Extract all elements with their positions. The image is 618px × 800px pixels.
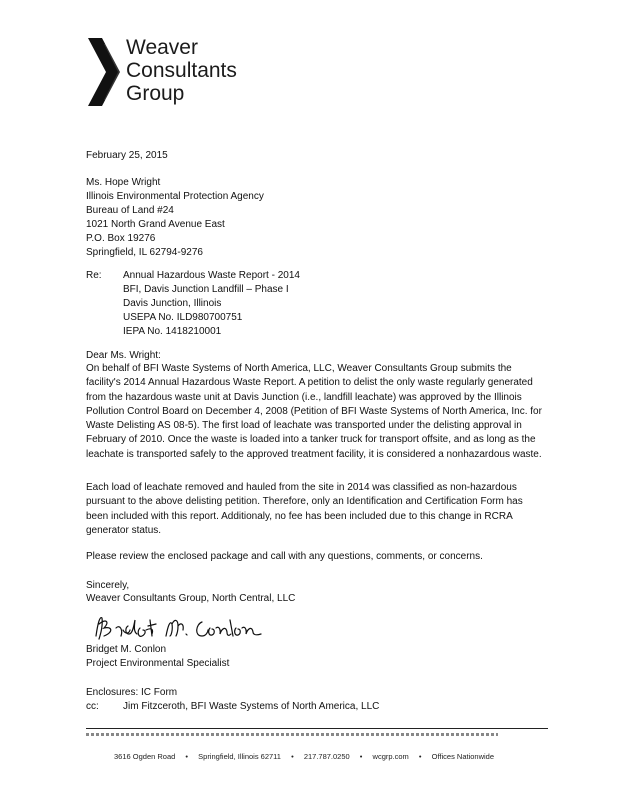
brand-name-line2: Consultants	[126, 59, 237, 82]
recipient-pobox: P.O. Box 19276	[86, 233, 156, 244]
closing: Sincerely,	[86, 580, 130, 591]
handwritten-signature	[90, 606, 270, 646]
footer-address: 3616 Ogden Road	[114, 752, 176, 761]
footer-rule	[86, 728, 548, 729]
body-paragraph-2: Each load of leachate removed and hauled from the site in 2014 was classified as non-hazardous pursuant to the above delisting petition. Therefore, only an Identification and Certification Form has been included with this report. Additionaly, no fee has been included due to this change in RCRA generator status.	[86, 482, 523, 536]
body-paragraph-1: On behalf of BFI Waste Systems of North America, LLC, Weaver Consultants Group submits the facility's 2014 Annual Hazardous Waste Report. A petition to delist the only waste regularly generated from the hazardous waste unit at Davis Junction (i.e., landfill leachate) was approved by the Illinois Pollution Control Board on December 4, 2008 (Petition of BFI Waste Systems of North America, Inc. for Waste Delisting AS 08-5). The first load of leachate was transported under the delisting approval in February of 2010. Once the waste is loaded into a tanker truck for transport offsite, and as long as the leachate is transported safely to the approved treatment facility, it is considered a nonhazardous waste.	[86, 363, 542, 460]
footer-city: Springfield, Illinois 62711	[198, 752, 281, 761]
brand-name-line3: Group	[126, 82, 185, 105]
signer-name: Bridget M. Conlon	[86, 644, 167, 655]
recipient-address	[86, 176, 264, 260]
re-label: Re:	[86, 270, 102, 281]
re-line-2: BFI, Davis Junction Landfill – Phase I	[123, 284, 289, 295]
re-line-5: IEPA No. 1418210001	[123, 326, 222, 337]
body-paragraph-3: Please review the enclosed package and call with any questions, comments, or concerns.	[86, 551, 483, 562]
brand-name-line1: Weaver	[126, 36, 198, 59]
re-line-4: USEPA No. ILD980700751	[123, 312, 243, 323]
cc-value: Jim Fitzceroth, BFI Waste Systems of North America, LLC	[123, 701, 380, 712]
recipient-street: 1021 North Grand Avenue East	[86, 219, 225, 230]
closing-company: Weaver Consultants Group, North Central, LLC	[86, 593, 296, 604]
recipient-org: Illinois Environmental Protection Agency	[86, 191, 264, 202]
recipient-city: Springfield, IL 62794-9276	[86, 247, 203, 258]
recipient-name: Ms. Hope Wright	[86, 177, 161, 188]
letter-date: February 25, 2015	[86, 150, 168, 161]
footer-contact-bar	[114, 752, 534, 761]
recipient-dept: Bureau of Land #24	[86, 205, 174, 216]
bullet-separator: •	[291, 752, 294, 761]
weaver-chevron-icon	[86, 36, 126, 108]
footer-phone: 217.787.0250	[303, 752, 350, 761]
bullet-separator: •	[185, 752, 189, 761]
signer-title: Project Environmental Specialist	[86, 658, 230, 669]
re-subject	[123, 269, 300, 339]
re-line-1: Annual Hazardous Waste Report - 2014	[123, 270, 300, 281]
footer-web: wcgrp.com	[372, 752, 409, 761]
footer-fineprint-line	[86, 733, 498, 736]
cc-label: cc:	[86, 701, 99, 712]
bullet-separator: •	[418, 752, 422, 761]
footer-offices: Offices Nationwide	[431, 752, 495, 761]
salutation: Dear Ms. Wright:	[86, 350, 161, 361]
enclosures: Enclosures: IC Form	[86, 687, 178, 698]
logo	[86, 36, 266, 108]
bullet-separator: •	[359, 752, 363, 761]
re-line-3: Davis Junction, Illinois	[123, 298, 222, 309]
signature-scribble	[90, 606, 270, 646]
